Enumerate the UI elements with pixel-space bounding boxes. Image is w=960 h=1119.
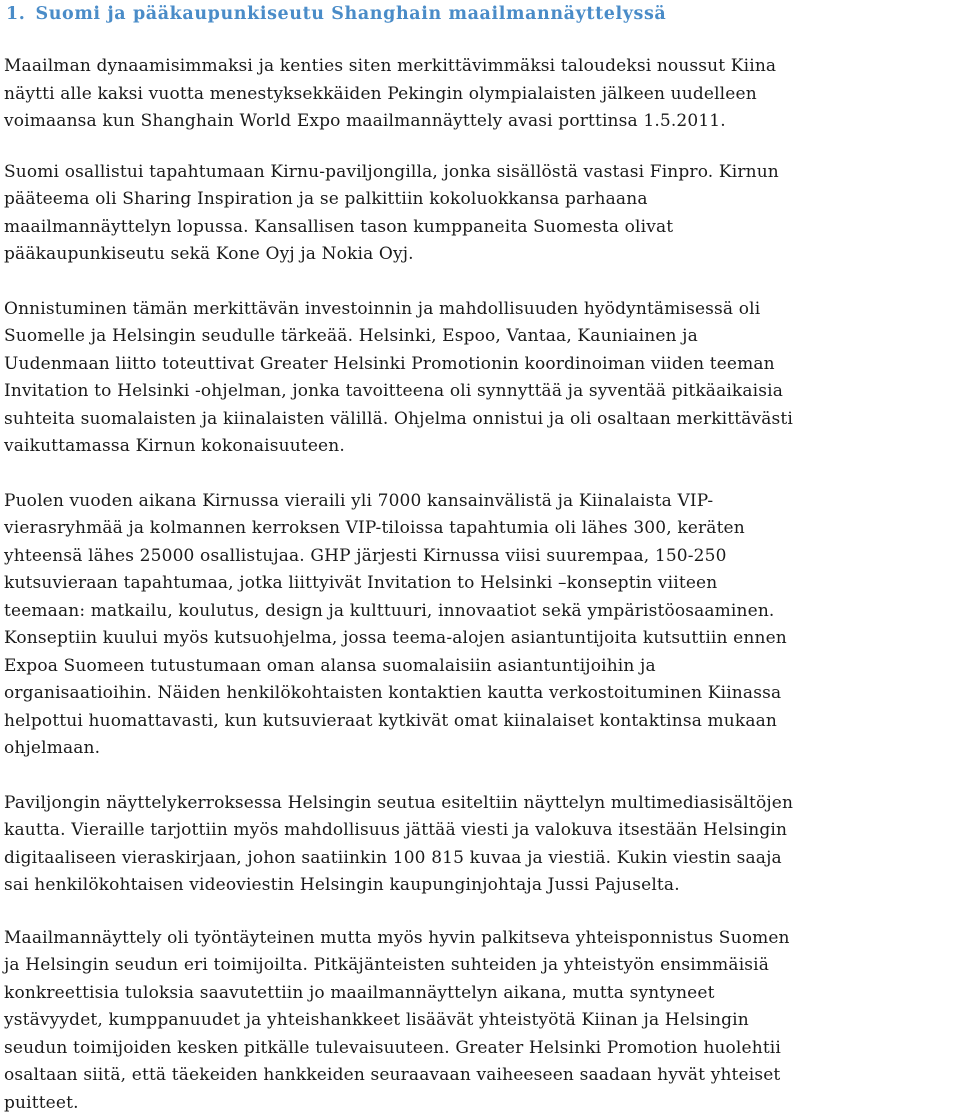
text-line: teemaan: matkailu, koulutus, design ja kulttuuri, innovaatiot sekä ympäristöosaaminen. bbox=[4, 600, 775, 621]
text-line: osaltaan siitä, että täekeiden hankkeiden seuraavaan vaiheeseen saadaan hyvät yhteiset bbox=[4, 1065, 781, 1085]
paragraph bbox=[4, 790, 960, 900]
text-line: vierasryhmää ja kolmannen kerroksen VIP-tiloissa tapahtumia oli lähes 300, keräten bbox=[4, 518, 745, 538]
paragraph bbox=[4, 488, 960, 763]
text-line: näytti alle kaksi vuotta menestyksekkäiden Pekingin olympialaisten jälkeen uudelleen bbox=[4, 83, 757, 104]
text-line: Maailman dynaamisimmaksi ja kenties siten merkittävimmäksi taloudeksi noussut Kiina bbox=[4, 56, 777, 76]
document-body bbox=[4, 53, 960, 1117]
text-line: Uudenmaan liitto toteuttivat Greater Helsinki Promotionin koordinoiman viiden teeman bbox=[4, 353, 775, 374]
text-line: pääteema oli Sharing Inspiration ja se palkittiin kokoluokkansa parhaana bbox=[4, 189, 648, 209]
text-line: maailmannäyttelyn lopussa. Kansallisen tason kumppaneita Suomesta olivat bbox=[4, 216, 674, 237]
text-line: kautta. Vieraille tarjottiin myös mahdollisuus jättää viesti ja valokuva itsestään Helsingin bbox=[4, 820, 788, 840]
text-line: Konseptiin kuului myös kutsuohjelma, jossa teema-alojen asiantuntijoita kutsuttiin ennen bbox=[4, 628, 787, 648]
text-line: organisaatioihin. Näiden henkilökohtaisten kontaktien kautta verkostoituminen Kiinassa bbox=[4, 683, 782, 703]
paragraph bbox=[4, 296, 960, 461]
text-line: Maailmannäyttely oli työntäyteinen mutta myös hyvin palkitseva yhteisponnistus Suomen bbox=[4, 927, 790, 948]
text-line: kutsuvieraan tapahtumaa, jotka liittyivät Invitation to Helsinki –konseptin viiteen bbox=[4, 573, 718, 593]
paragraph bbox=[4, 53, 960, 136]
section-title: Suomi ja pääkaupunkiseutu Shanghain maailmannäyttelyssä bbox=[35, 4, 667, 24]
text-line: Suomelle ja Helsingin seudulle tärkeää. Helsinki, Espoo, Vantaa, Kauniainen ja bbox=[4, 326, 698, 346]
text-line: helpottui huomattavasti, kun kutsuvieraat kytkivät omat kiinalaiset kontaktinsa mukaan bbox=[4, 710, 778, 731]
text-line: sai henkilökohtaisen videoviestin Helsingin kaupunginjohtaja Jussi Pajuselta. bbox=[4, 875, 680, 895]
text-line: seudun toimijoiden kesken pitkälle tulevaisuuteen. Greater Helsinki Promotion huolehtii bbox=[4, 1037, 781, 1058]
paragraph bbox=[4, 925, 960, 1118]
text-line: Puolen vuoden aikana Kirnussa vieraili yli 7000 kansainvälistä ja Kiinalaista VIP- bbox=[4, 490, 714, 511]
text-line: Expoa Suomeen tutustumaan oman alansa suomalaisiin asiantuntijoihin ja bbox=[4, 655, 656, 676]
text-line: ohjelmaan. bbox=[4, 738, 101, 758]
text-line: ystävyydet, kumppanuudet ja yhteishankkeet lisäävät yhteistyötä Kiinan ja Helsingin bbox=[4, 1010, 749, 1030]
text-line: pääkaupunkiseutu sekä Kone Oyj ja Nokia Oyj. bbox=[4, 244, 414, 264]
section-heading bbox=[6, 0, 666, 28]
text-line: konkreettisia tuloksia saavutettiin jo maailmannäyttelyn aikana, mutta syntyneet bbox=[4, 982, 715, 1003]
text-line: yhteensä lähes 25000 osallistujaa. GHP järjesti Kirnussa viisi suurempaa, 150-250 bbox=[4, 545, 727, 566]
text-line: ja Helsingin seudun eri toimijoilta. Pitkäjänteisten suhteiden ja yhteistyön ensimmäisiä bbox=[4, 955, 770, 975]
text-line: puitteet. bbox=[4, 1092, 79, 1113]
text-line: Paviljongin näyttelykerroksessa Helsingin seutua esiteltiin näyttelyn multimediasisältöjen bbox=[4, 792, 794, 813]
text-line: voimaansa kun Shanghain World Expo maailmannäyttely avasi porttinsa 1.5.2011. bbox=[4, 111, 726, 131]
text-line: digitaaliseen vieraskirjaan, johon saatiinkin 100 815 kuvaa ja viestiä. Kukin viestin saaja bbox=[4, 847, 782, 868]
text-line: vaikuttamassa Kirnun kokonaisuuteen. bbox=[4, 436, 345, 456]
text-line: Suomi osallistui tapahtumaan Kirnu-paviljongilla, jonka sisällöstä vastasi Finpro. Kirnun bbox=[4, 161, 779, 182]
section-number: 1. bbox=[6, 4, 26, 24]
paragraph bbox=[4, 159, 960, 269]
text-line: Onnistuminen tämän merkittävän investoinnin ja mahdollisuuden hyödyntämisessä oli bbox=[4, 298, 761, 319]
text-line: Invitation to Helsinki -ohjelman, jonka tavoitteena oli synnyttää ja syventää pitkäaikaisia bbox=[4, 381, 784, 401]
text-line: suhteita suomalaisten ja kiinalaisten välillä. Ohjelma onnistui ja oli osaltaan merkittävästi bbox=[4, 408, 794, 429]
